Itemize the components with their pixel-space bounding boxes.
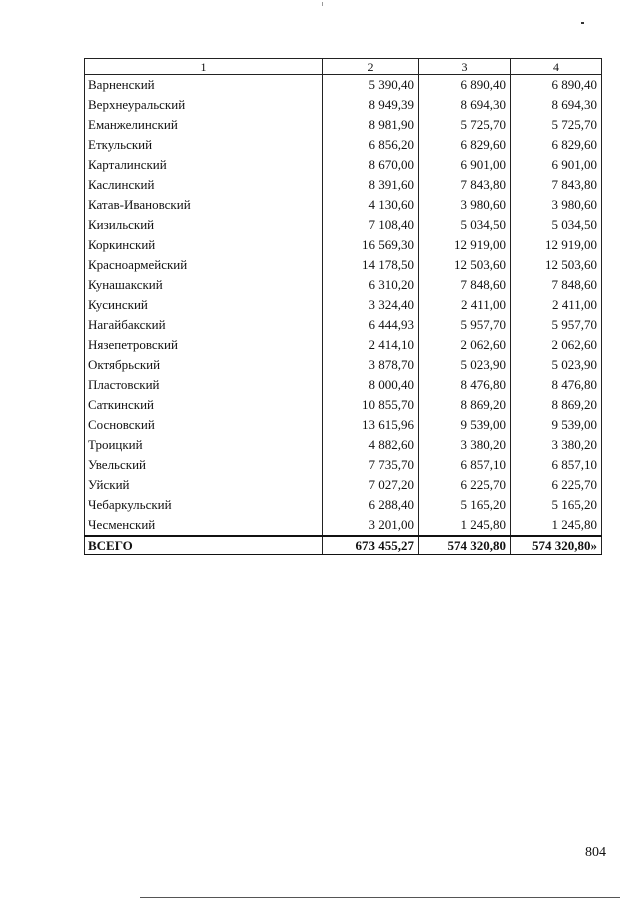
value-col-3-cell: 5 165,20 [419,495,511,515]
value-col-2-cell: 6 444,93 [323,315,419,335]
value-col-4-cell: 5 023,90 [511,355,602,375]
value-col-3-cell: 7 848,60 [419,275,511,295]
table-row [85,495,602,515]
value-col-3-cell: 6 857,10 [419,455,511,475]
value-col-3-cell: 8 869,20 [419,395,511,415]
header-col-2: 2 [323,59,419,75]
value-col-3-cell: 6 225,70 [419,475,511,495]
table-row [85,335,602,355]
table-row [85,375,602,395]
value-col-4-cell: 6 829,60 [511,135,602,155]
table-row [85,95,602,115]
scan-speck [581,22,584,24]
value-col-2-cell: 10 855,70 [323,395,419,415]
district-name-cell: Увельский [85,455,323,475]
value-col-2-cell: 3 324,40 [323,295,419,315]
header-row [85,59,602,75]
value-col-2-cell: 7 735,70 [323,455,419,475]
header-col-4: 4 [511,59,602,75]
value-col-2-cell: 16 569,30 [323,235,419,255]
value-col-4-cell: 3 980,60 [511,195,602,215]
district-name-cell: Чебаркульский [85,495,323,515]
value-col-4-cell: 5 725,70 [511,115,602,135]
total-row [85,536,602,555]
value-col-2-cell: 3 878,70 [323,355,419,375]
value-col-4-cell: 1 245,80 [511,515,602,536]
table-row [85,355,602,375]
district-name-cell: Октябрьский [85,355,323,375]
table-row [85,315,602,335]
value-col-3-cell: 6 829,60 [419,135,511,155]
district-name-cell: Катав-Ивановский [85,195,323,215]
table-row [85,235,602,255]
value-col-2-cell: 3 201,00 [323,515,419,536]
value-col-4-cell: 6 225,70 [511,475,602,495]
value-col-4-cell: 5 165,20 [511,495,602,515]
value-col-2-cell: 8 670,00 [323,155,419,175]
district-name-cell: Варненский [85,75,323,96]
value-col-4-cell: 12 503,60 [511,255,602,275]
table-row [85,175,602,195]
value-col-2-cell: 8 981,90 [323,115,419,135]
value-col-3-cell: 5 034,50 [419,215,511,235]
value-col-2-cell: 8 949,39 [323,95,419,115]
table-row [85,135,602,155]
value-col-4-cell: 7 843,80 [511,175,602,195]
value-col-3-cell: 8 694,30 [419,95,511,115]
header-col-3: 3 [419,59,511,75]
total-label: ВСЕГО [85,536,323,555]
value-col-4-cell: 8 694,30 [511,95,602,115]
table-row [85,275,602,295]
district-name-cell: Нязепетровский [85,335,323,355]
table-row [85,515,602,536]
table-row [85,215,602,235]
district-name-cell: Еманжелинский [85,115,323,135]
district-name-cell: Кусинский [85,295,323,315]
table-body [85,75,602,537]
value-col-3-cell: 6 890,40 [419,75,511,96]
table-row [85,255,602,275]
table-row [85,455,602,475]
table-header [85,59,602,75]
table-row [85,475,602,495]
district-name-cell: Уйский [85,475,323,495]
value-col-4-cell: 9 539,00 [511,415,602,435]
total-col-3: 574 320,80 [419,536,511,555]
value-col-4-cell: 3 380,20 [511,435,602,455]
table-row [85,435,602,455]
value-col-3-cell: 5 725,70 [419,115,511,135]
district-name-cell: Красноармейский [85,255,323,275]
value-col-2-cell: 14 178,50 [323,255,419,275]
value-col-3-cell: 6 901,00 [419,155,511,175]
value-col-2-cell: 7 108,40 [323,215,419,235]
district-name-cell: Еткульский [85,135,323,155]
district-name-cell: Саткинский [85,395,323,415]
district-name-cell: Чесменский [85,515,323,536]
value-col-3-cell: 9 539,00 [419,415,511,435]
district-name-cell: Карталинский [85,155,323,175]
scan-speck [322,2,323,6]
value-col-3-cell: 12 503,60 [419,255,511,275]
value-col-4-cell: 5 034,50 [511,215,602,235]
value-col-4-cell: 6 857,10 [511,455,602,475]
value-col-4-cell: 6 901,00 [511,155,602,175]
value-col-4-cell: 8 476,80 [511,375,602,395]
value-col-3-cell: 8 476,80 [419,375,511,395]
value-col-3-cell: 5 023,90 [419,355,511,375]
value-col-3-cell: 3 980,60 [419,195,511,215]
total-col-2: 673 455,27 [323,536,419,555]
district-name-cell: Сосновский [85,415,323,435]
value-col-2-cell: 6 856,20 [323,135,419,155]
district-name-cell: Троицкий [85,435,323,455]
table-row [85,395,602,415]
table-row [85,75,602,96]
value-col-2-cell: 2 414,10 [323,335,419,355]
bottom-rule [140,897,620,898]
header-col-1: 1 [85,59,323,75]
value-col-2-cell: 4 130,60 [323,195,419,215]
value-col-4-cell: 6 890,40 [511,75,602,96]
budget-table [84,58,602,555]
district-name-cell: Коркинский [85,235,323,255]
value-col-3-cell: 12 919,00 [419,235,511,255]
district-name-cell: Кунашакский [85,275,323,295]
value-col-3-cell: 7 843,80 [419,175,511,195]
district-name-cell: Пластовский [85,375,323,395]
value-col-3-cell: 1 245,80 [419,515,511,536]
total-col-4: 574 320,80» [511,536,602,555]
district-name-cell: Верхнеуральский [85,95,323,115]
page-number: 804 [585,845,606,860]
value-col-4-cell: 7 848,60 [511,275,602,295]
value-col-4-cell: 2 411,00 [511,295,602,315]
value-col-4-cell: 12 919,00 [511,235,602,255]
value-col-2-cell: 13 615,96 [323,415,419,435]
value-col-2-cell: 5 390,40 [323,75,419,96]
table-row [85,415,602,435]
value-col-2-cell: 8 391,60 [323,175,419,195]
table-row [85,115,602,135]
value-col-4-cell: 5 957,70 [511,315,602,335]
value-col-4-cell: 8 869,20 [511,395,602,415]
district-name-cell: Кизильский [85,215,323,235]
value-col-4-cell: 2 062,60 [511,335,602,355]
value-col-2-cell: 6 288,40 [323,495,419,515]
value-col-2-cell: 8 000,40 [323,375,419,395]
value-col-2-cell: 4 882,60 [323,435,419,455]
table-row [85,195,602,215]
value-col-3-cell: 5 957,70 [419,315,511,335]
district-name-cell: Каслинский [85,175,323,195]
district-name-cell: Нагайбакский [85,315,323,335]
value-col-2-cell: 7 027,20 [323,475,419,495]
table-row [85,295,602,315]
value-col-3-cell: 2 411,00 [419,295,511,315]
value-col-3-cell: 3 380,20 [419,435,511,455]
value-col-2-cell: 6 310,20 [323,275,419,295]
table-row [85,155,602,175]
value-col-3-cell: 2 062,60 [419,335,511,355]
